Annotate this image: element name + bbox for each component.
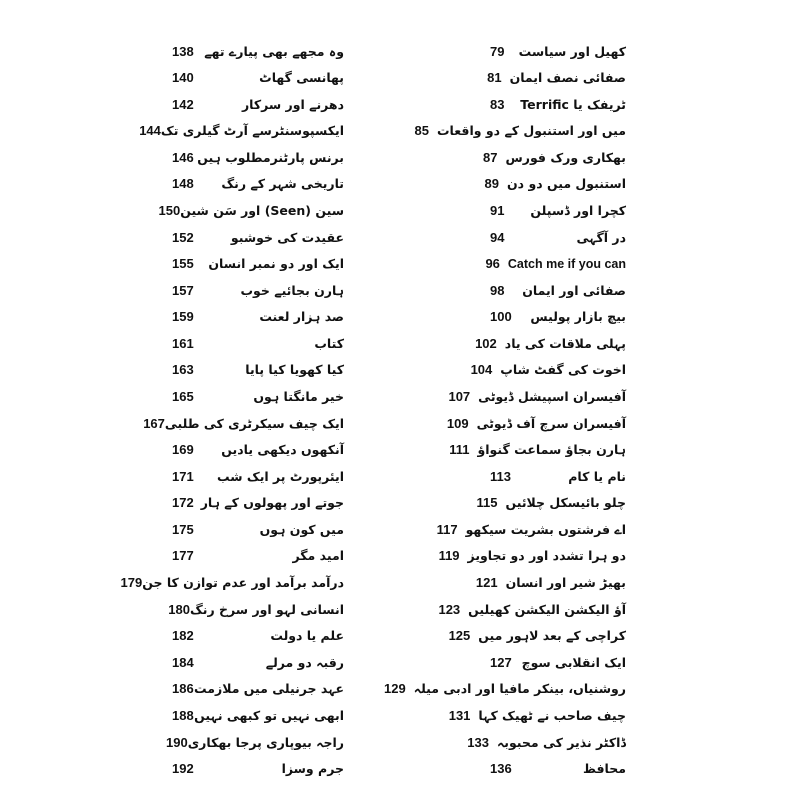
entry-title: ایک چیف سیکرٹری کی طلبی bbox=[164, 415, 344, 431]
entry-page-number: 113 bbox=[490, 468, 511, 484]
entry-page-number: 167 bbox=[143, 415, 165, 431]
entry-title: بھیڑ شیر اور انسان bbox=[505, 575, 626, 591]
contents-entry bbox=[446, 412, 626, 434]
entry-page-number: 163 bbox=[172, 362, 194, 378]
entry-page-number: 186 bbox=[172, 681, 194, 697]
entry-title: ابھی نہیں تو کبھی نہیں bbox=[194, 707, 344, 723]
entry-page-number: 184 bbox=[172, 654, 194, 670]
entry-title: جوتے اور پھولوں کے ہار bbox=[200, 495, 344, 511]
entry-page-number: 171 bbox=[172, 468, 194, 484]
contents-entry bbox=[487, 67, 626, 89]
contents-entry bbox=[490, 226, 626, 248]
entry-page-number: 152 bbox=[172, 229, 194, 245]
entry-page-number: 81 bbox=[487, 70, 502, 86]
contents-entry bbox=[490, 306, 626, 328]
contents-entry bbox=[448, 625, 626, 647]
entry-page-number: 148 bbox=[172, 176, 194, 192]
entry-title: استنبول میں دو دن bbox=[507, 176, 626, 192]
contents-entry bbox=[436, 518, 626, 540]
entry-title: میں کون ہوں bbox=[259, 521, 344, 537]
contents-entry bbox=[172, 492, 432, 514]
contents-entry bbox=[475, 332, 626, 354]
contents-entry bbox=[467, 731, 626, 753]
contents-entry bbox=[438, 598, 626, 620]
contents-entry bbox=[483, 146, 626, 168]
entry-title: میں اور استنبول کے دو واقعات bbox=[437, 123, 626, 139]
entry-page-number: 123 bbox=[438, 601, 461, 617]
entry-page-number: 119 bbox=[438, 548, 460, 564]
contents-entry bbox=[490, 465, 626, 487]
entry-page-number: 146 bbox=[172, 149, 194, 165]
entry-title: آفیسران سرچ آف ڈیوٹی bbox=[476, 415, 626, 431]
contents-entry bbox=[172, 439, 432, 461]
contents-entry bbox=[172, 758, 432, 780]
contents-entry bbox=[172, 306, 432, 328]
entry-title: کھیل اور سیاست bbox=[518, 43, 626, 59]
contents-entry bbox=[120, 572, 432, 594]
contents-entry bbox=[172, 40, 432, 62]
entry-title: آؤ الیکشن الیکشن کھیلیں bbox=[468, 601, 626, 617]
contents-entry bbox=[438, 545, 626, 567]
contents-entry bbox=[490, 93, 626, 115]
contents-entry bbox=[172, 386, 432, 408]
entry-page-number: 117 bbox=[436, 521, 458, 537]
contents-entry bbox=[484, 173, 626, 195]
entry-title: وہ مجھے بھی پیارے تھے bbox=[204, 43, 344, 59]
entry-title: کتاب bbox=[314, 335, 344, 351]
entry-page-number: 169 bbox=[172, 442, 194, 458]
entry-page-number: 133 bbox=[467, 734, 489, 750]
entry-title: روشنیاں، بینکر مافیا اور ادبی میلہ bbox=[413, 681, 626, 697]
entry-title: عقیدت کی خوشبو bbox=[230, 229, 344, 245]
entry-title: سین (Seen) اور سَن شین bbox=[180, 202, 344, 218]
entry-page-number: 107 bbox=[448, 389, 471, 405]
contents-entry bbox=[172, 146, 432, 168]
entry-title: ایک اور دو نمبر انسان bbox=[208, 256, 344, 272]
contents-entry bbox=[414, 120, 626, 142]
entry-title: پھانسی گھاٹ bbox=[259, 70, 344, 86]
entry-page-number: 159 bbox=[172, 309, 194, 325]
entry-page-number: 96 bbox=[485, 256, 500, 272]
entry-title: کیا کھویا کیا پایا bbox=[245, 362, 344, 378]
entry-title: راجہ بیوپاری پرجا بھکاری bbox=[187, 734, 344, 750]
entry-title: ایک انقلابی سوچ bbox=[521, 654, 626, 670]
entry-title: Catch me if you can bbox=[507, 256, 626, 271]
entry-page-number: 121 bbox=[475, 575, 498, 591]
entry-page-number: 140 bbox=[172, 70, 194, 86]
contents-entry bbox=[172, 332, 432, 354]
entry-page-number: 192 bbox=[172, 761, 194, 777]
entry-page-number: 188 bbox=[172, 707, 194, 723]
entry-title: ٹریفک یا Terrific bbox=[520, 96, 626, 112]
contents-entry bbox=[384, 678, 626, 700]
entry-title: ایکسپوسنٹرسے آرٹ گیلری تک bbox=[160, 123, 344, 139]
entry-title: در آگہی bbox=[576, 229, 626, 245]
contents-entry bbox=[172, 253, 432, 275]
contents-entry bbox=[158, 199, 432, 221]
entry-page-number: 138 bbox=[172, 43, 194, 59]
contents-entry bbox=[172, 465, 432, 487]
entry-page-number: 98 bbox=[490, 282, 505, 298]
contents-entry bbox=[172, 704, 432, 726]
entry-page-number: 104 bbox=[470, 362, 493, 378]
entry-title: کچرا اور ڈسپلن bbox=[530, 202, 626, 218]
contents-entry bbox=[172, 545, 432, 567]
contents-entry bbox=[139, 120, 432, 142]
entry-page-number: 155 bbox=[172, 256, 194, 272]
contents-entry bbox=[490, 199, 626, 221]
entry-title: درآمد برآمد اور عدم توازن کا جن bbox=[142, 575, 344, 591]
entry-title: برنس پارٹنرمطلوب ہیں bbox=[197, 149, 344, 165]
entry-page-number: 179 bbox=[120, 575, 143, 591]
entry-title: اخوت کی گفٹ شاپ bbox=[500, 362, 626, 378]
entry-page-number: 144 bbox=[139, 123, 161, 139]
entry-page-number: 91 bbox=[490, 202, 505, 218]
entry-page-number: 111 bbox=[449, 442, 470, 458]
contents-entry bbox=[475, 572, 626, 594]
entry-page-number: 190 bbox=[166, 734, 188, 750]
entry-page-number: 177 bbox=[172, 548, 194, 564]
entry-title: دھرنے اور سرکار bbox=[241, 96, 344, 112]
entry-title: صفائی اور ایمان bbox=[522, 282, 626, 298]
entry-title: پہلی ملاقات کی یاد bbox=[504, 335, 626, 351]
entry-title: دو ہرا تشدد اور دو تجاویز bbox=[467, 548, 626, 564]
entry-page-number: 165 bbox=[172, 389, 194, 405]
entry-title: علم یا دولت bbox=[270, 628, 344, 644]
entry-title: چلو بائیسکل چلائیں bbox=[505, 495, 626, 511]
contents-entry bbox=[490, 279, 626, 301]
entry-page-number: 175 bbox=[172, 521, 194, 537]
contents-entry bbox=[490, 651, 626, 673]
contents-entry bbox=[172, 93, 432, 115]
entry-page-number: 83 bbox=[490, 96, 505, 112]
contents-entry bbox=[470, 359, 626, 381]
contents-entry bbox=[448, 704, 626, 726]
entry-page-number: 129 bbox=[384, 681, 406, 697]
contents-entry bbox=[172, 67, 432, 89]
entry-page-number: 125 bbox=[448, 628, 471, 644]
entry-page-number: 100 bbox=[490, 309, 512, 325]
entry-title: جرم وسزا bbox=[281, 761, 344, 777]
entry-title: صفائی نصف ایمان bbox=[509, 70, 626, 86]
contents-column-right bbox=[384, 40, 626, 780]
contents-entry bbox=[172, 651, 432, 673]
entry-title: آفیسران اسپیشل ڈیوٹی bbox=[478, 389, 626, 405]
entry-page-number: 87 bbox=[483, 149, 498, 165]
entry-page-number: 115 bbox=[476, 495, 498, 511]
contents-entry bbox=[476, 492, 626, 514]
contents-entry bbox=[448, 386, 626, 408]
entry-title: صد ہزار لعنت bbox=[259, 309, 344, 325]
entry-title: خیر مانگتا ہوں bbox=[253, 389, 344, 405]
entry-page-number: 85 bbox=[414, 123, 429, 139]
entry-title: بھکاری ورک فورس bbox=[505, 149, 626, 165]
entry-page-number: 161 bbox=[172, 335, 194, 351]
entry-title: تاریخی شہر کے رنگ bbox=[221, 176, 344, 192]
entry-title: محافظ bbox=[582, 761, 626, 777]
contents-entry bbox=[166, 731, 432, 753]
entry-title: عہد جرنیلی میں ملازمت bbox=[194, 681, 344, 697]
entry-page-number: 131 bbox=[448, 707, 471, 723]
entry-title: رقبہ دو مرلے bbox=[265, 654, 344, 670]
entry-page-number: 182 bbox=[172, 628, 194, 644]
entry-page-number: 109 bbox=[446, 415, 469, 431]
entry-page-number: 102 bbox=[475, 335, 497, 351]
entry-page-number: 157 bbox=[172, 282, 194, 298]
contents-entry bbox=[449, 439, 626, 461]
contents-entry bbox=[168, 598, 432, 620]
entry-title: انسانی لہو اور سرخ رنگ bbox=[189, 601, 344, 617]
entry-title: کراچی کے بعد لاہور میں bbox=[478, 628, 626, 644]
entry-page-number: 172 bbox=[172, 495, 194, 511]
entry-title: آنکھوں دیکھی یادیں bbox=[221, 442, 344, 458]
contents-entry bbox=[172, 279, 432, 301]
entry-page-number: 136 bbox=[490, 761, 512, 777]
entry-title: ڈاکٹر نذیر کی محبوبہ bbox=[496, 734, 626, 750]
entry-title: بیچ بازار پولیس bbox=[530, 309, 626, 325]
contents-entry bbox=[172, 518, 432, 540]
entry-page-number: 94 bbox=[490, 229, 505, 245]
contents-entry bbox=[172, 359, 432, 381]
entry-title: نام یا کام bbox=[568, 468, 626, 484]
entry-title: امید مگر bbox=[292, 548, 344, 564]
contents-column-left bbox=[120, 40, 432, 780]
entry-title: چیف صاحب نے ٹھیک کہا bbox=[478, 707, 626, 723]
entry-title: ایئرپورٹ پر ایک شب bbox=[217, 468, 344, 484]
contents-entry bbox=[143, 412, 432, 434]
entry-title: ہارن بجائیے خوب bbox=[240, 282, 344, 298]
entry-title: اے فرشتوں بشریت سیکھو bbox=[465, 521, 626, 537]
entry-page-number: 142 bbox=[172, 96, 194, 112]
entry-page-number: 180 bbox=[168, 601, 190, 617]
contents-entry bbox=[172, 173, 432, 195]
entry-page-number: 127 bbox=[490, 654, 512, 670]
entry-page-number: 79 bbox=[490, 43, 505, 59]
contents-entry bbox=[172, 625, 432, 647]
entry-title: ہارن بجاؤ سماعت گنواؤ bbox=[477, 442, 626, 458]
contents-entry bbox=[172, 226, 432, 248]
contents-entry bbox=[490, 758, 626, 780]
entry-page-number: 89 bbox=[484, 176, 500, 192]
contents-entry bbox=[485, 253, 626, 275]
entry-page-number: 150 bbox=[158, 202, 181, 218]
contents-entry bbox=[490, 40, 626, 62]
